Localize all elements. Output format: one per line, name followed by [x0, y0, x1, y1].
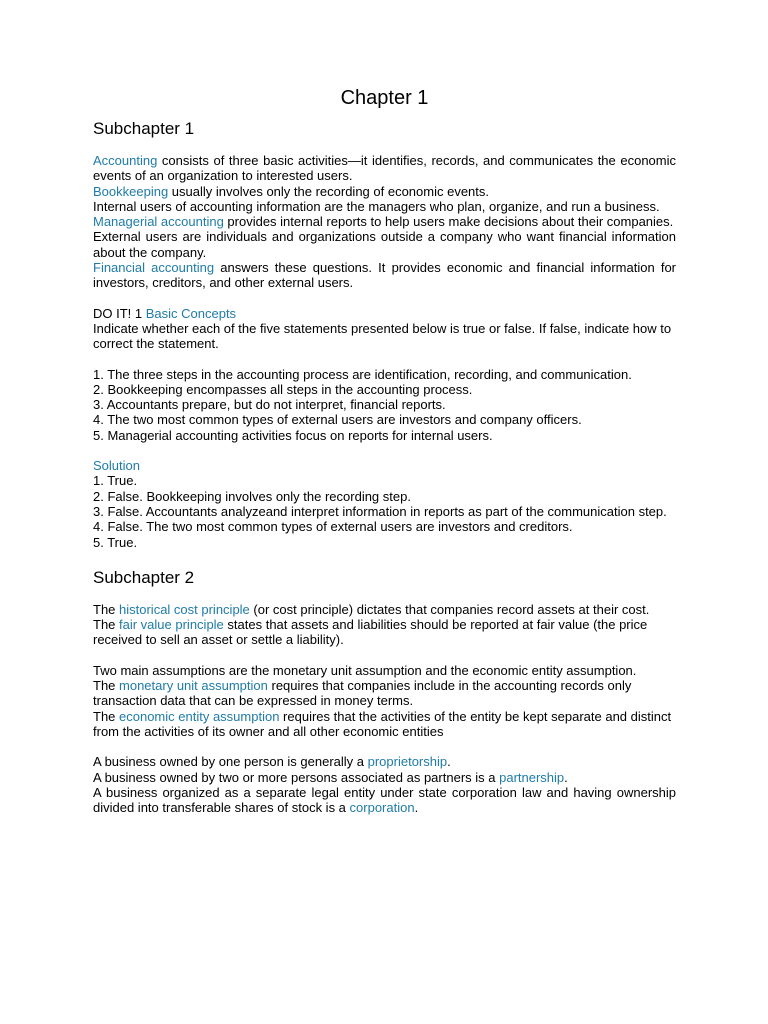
- corporation-definition: [93, 785, 676, 816]
- partnership-definition: [93, 770, 676, 785]
- fair-value-principle-definition: [93, 617, 676, 648]
- statement-item: 3. Accountants prepare, but do not interpret, financial reports.: [93, 397, 446, 413]
- spacer: [93, 352, 676, 367]
- definition-text: A business organized as a separate legal entity under state corporation law and having ownership divided into transferable shares of stock is a: [93, 784, 676, 816]
- chapter-title: Chapter 1: [340, 87, 429, 109]
- statement-item: 4. The two most common types of external users are investors and company officers.: [93, 412, 582, 428]
- monetary-unit-assumption-definition: [93, 678, 676, 709]
- definition-text: .: [414, 800, 419, 816]
- solution-label: Solution: [93, 458, 140, 474]
- term-proprietorship: proprietorship: [367, 754, 448, 770]
- term-managerial-accounting: Managerial accounting: [93, 214, 224, 230]
- document-content: [93, 84, 676, 815]
- term-historical-cost-principle: historical cost principle: [119, 601, 250, 617]
- term-economic-entity-assumption: economic entity assumption: [119, 708, 280, 724]
- definition-text: consists of three basic activities—it identifies, records, and communicates the economic events of an organization to interested users.: [93, 153, 676, 184]
- financial-accounting-definition: [93, 260, 676, 291]
- subchapter-2-title: Subchapter 2: [93, 567, 195, 587]
- proprietorship-definition: [93, 754, 676, 769]
- term-corporation: corporation: [349, 800, 415, 816]
- solution-item: 3. False. Accountants analyzeand interpret information in reports as part of the communication step.: [93, 503, 667, 519]
- managerial-accounting-definition: [93, 214, 676, 229]
- statement-item: 5. Managerial accounting activities focus on reports for internal users.: [93, 427, 493, 443]
- definition-text: (or cost principle) dictates that companies record assets at their cost.: [249, 601, 650, 617]
- term-financial-accounting: Financial accounting: [93, 260, 215, 276]
- internal-users-definition: Internal users of accounting information are the managers who plan, organize, and run a business.: [93, 198, 660, 214]
- accounting-definition: [93, 153, 676, 184]
- do-it-title: Basic Concepts: [145, 305, 237, 321]
- definition-text: The: [93, 708, 120, 724]
- definition-text: The: [93, 617, 120, 633]
- definition-text: requires that the activities of the entity be kept separate and distinct from the activities of its owner and all other economic entities: [93, 708, 672, 739]
- do-it-prefix: DO IT! 1: [93, 305, 146, 321]
- solution-item: 2. False. Bookkeeping involves only the recording step.: [93, 488, 411, 504]
- statement-item: 2. Bookkeeping encompasses all steps in the accounting process.: [93, 381, 473, 397]
- definition-text: The: [93, 601, 120, 617]
- do-it-heading: [93, 306, 676, 321]
- bookkeeping-definition: [93, 184, 676, 199]
- subchapter-1-title: Subchapter 1: [93, 119, 195, 138]
- term-bookkeeping: Bookkeeping: [93, 183, 169, 199]
- term-partnership: partnership: [499, 769, 565, 785]
- definition-text: .: [564, 769, 568, 785]
- definition-text: provides internal reports to help users make decisions about their companies.: [223, 214, 674, 230]
- definition-text: usually involves only the recording of economic events.: [168, 183, 490, 199]
- assumptions-intro: Two main assumptions are the monetary unit assumption and the economic entity assumption.: [93, 662, 637, 678]
- definition-text: states that assets and liabilities should be reported at fair value (the price received to sell an asset or settle a liability).: [93, 617, 648, 648]
- spacer: [93, 739, 676, 754]
- definition-text: The: [93, 678, 120, 694]
- spacer: [93, 291, 676, 306]
- term-accounting: Accounting: [93, 153, 158, 168]
- definition-text: .: [447, 754, 451, 770]
- definition-text: requires that companies include in the accounting records only transaction data that can be expressed in money terms.: [93, 678, 632, 709]
- definition-text: A business owned by one person is generally a: [93, 754, 368, 770]
- economic-entity-assumption-definition: [93, 709, 676, 740]
- term-monetary-unit-assumption: monetary unit assumption: [119, 678, 268, 694]
- solution-item: 4. False. The two most common types of external users are investors and creditors.: [93, 519, 573, 535]
- historical-cost-principle-definition: [93, 602, 676, 617]
- spacer: [93, 648, 676, 663]
- solution-item: 1. True.: [93, 473, 138, 489]
- solution-item: 5. True.: [93, 534, 138, 550]
- external-users-definition: External users are individuals and organizations outside a company who want financial information about the company.: [93, 229, 676, 260]
- spacer: [93, 550, 676, 567]
- spacer: [93, 443, 676, 458]
- term-fair-value-principle: fair value principle: [119, 617, 224, 633]
- definition-text: answers these questions. It provides economic and financial information for investors, creditors, and other external users.: [93, 260, 676, 291]
- do-it-instructions: Indicate whether each of the five statements presented below is true or false. If false, indicate how to correct the statement.: [93, 320, 672, 352]
- definition-text: A business owned by two or more persons associated as partners is a: [93, 769, 500, 785]
- statement-item: 1. The three steps in the accounting process are identification, recording, and communication.: [93, 366, 632, 382]
